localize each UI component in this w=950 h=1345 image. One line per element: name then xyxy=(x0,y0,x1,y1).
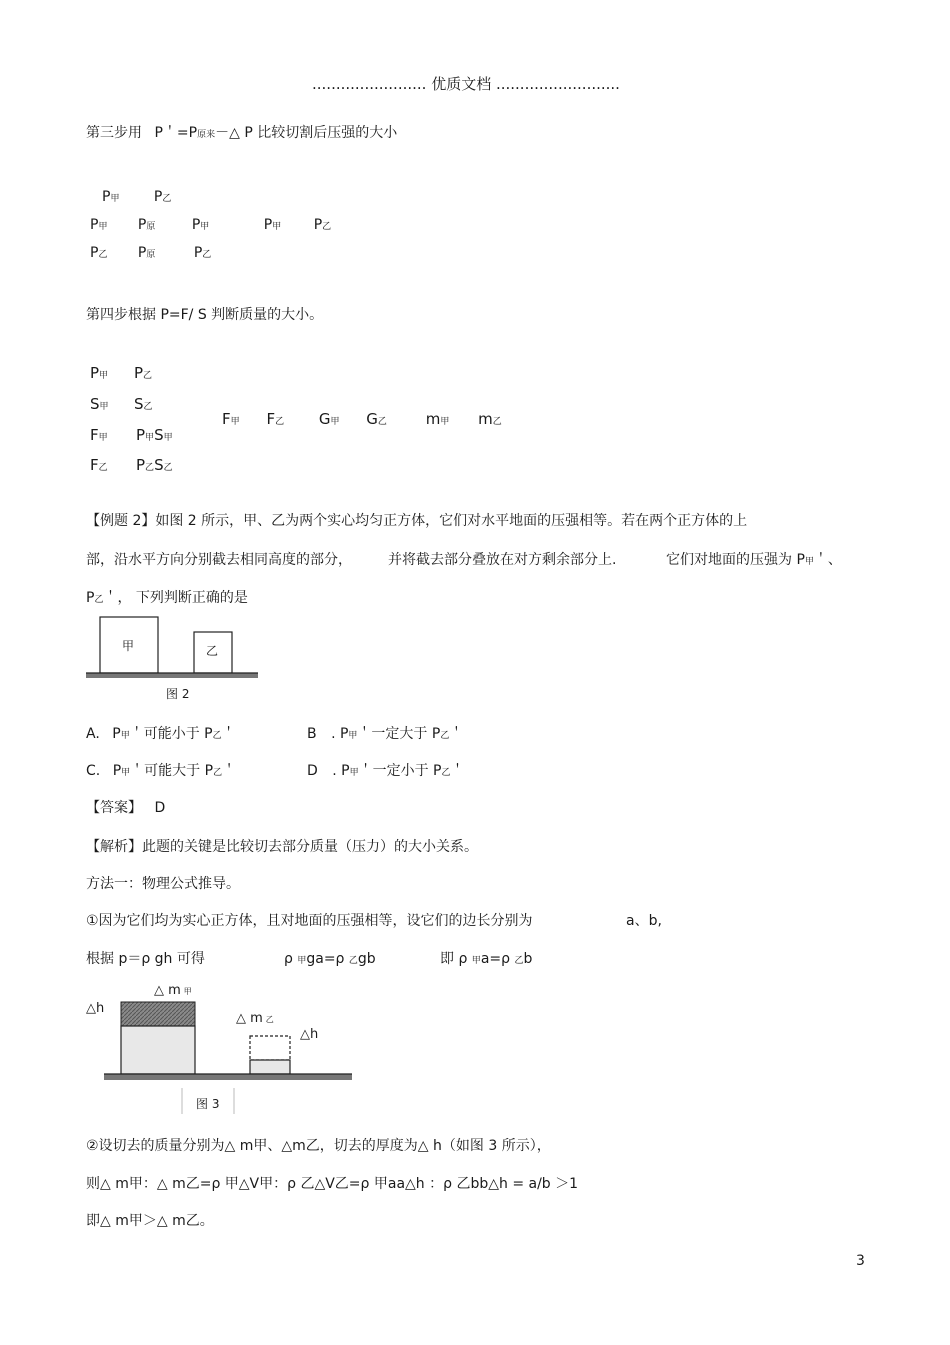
step3-grid-row3 xyxy=(90,246,211,260)
step3-formula-end: －△ P 比较切割后压强的大小 xyxy=(215,125,398,141)
step3-grid-row1 xyxy=(102,190,171,204)
step3-line xyxy=(86,126,397,140)
sym: P甲 xyxy=(90,364,109,382)
sym: F乙 xyxy=(90,456,108,474)
sym: P原 xyxy=(137,245,156,261)
example2-line3: P乙＇， 下列判断正确的是 xyxy=(86,590,248,606)
fig3-label-dm-yi: △ m 乙 xyxy=(236,1011,274,1026)
sym: F甲 xyxy=(90,426,108,444)
fig3-label-dh-left: △h xyxy=(86,1001,105,1016)
fig3-ground xyxy=(104,1074,352,1080)
sym-p-yi: P乙 xyxy=(153,189,172,205)
fig3-label-dh-right: △h xyxy=(300,1027,319,1042)
sym: P甲 xyxy=(191,217,210,233)
figure-2 xyxy=(84,612,284,702)
sym: P乙S乙 xyxy=(136,456,173,474)
sym: P乙 xyxy=(134,364,153,382)
example2-line2c: 它们对地面的压强为 P甲＇、 xyxy=(666,552,842,568)
step3-formula: P xyxy=(154,125,163,141)
fig2-label-yi: 乙 xyxy=(206,644,219,658)
fig3-box-jia xyxy=(121,1026,195,1074)
step3-sub-original: 原来 xyxy=(197,130,216,140)
fig2-ground xyxy=(86,673,258,678)
sym: S乙 xyxy=(134,395,153,413)
sym: P乙 xyxy=(193,245,212,261)
analysis-line5: ②设切去的质量分别为△ m甲、△m乙，切去的厚度为△ h（如图 3 所示）， xyxy=(86,1138,551,1154)
sym: P乙 xyxy=(90,245,108,261)
sym: m乙 xyxy=(478,410,502,428)
analysis-line4a: 根据 p＝ρ gh 可得 xyxy=(86,951,205,967)
step3-formula-mid: ＇=P xyxy=(162,125,198,141)
sym: P原 xyxy=(137,217,156,233)
figure-3 xyxy=(84,980,364,1116)
analysis-line7: 即△ m甲＞△ m乙。 xyxy=(86,1213,214,1229)
step3-prefix: 第三步用 xyxy=(86,125,142,141)
analysis-line3a: ①因为它们均为实心正方体，且对地面的压强相等，设它们的边长分别为 xyxy=(86,913,533,929)
answer-line xyxy=(86,801,165,815)
step3-grid-row2 xyxy=(90,218,331,232)
sym: F乙 xyxy=(266,410,285,428)
fig3-caption: 图 3 xyxy=(196,1097,220,1111)
fig2-label-jia: 甲 xyxy=(122,639,135,653)
answer-label: 【答案】 xyxy=(86,800,142,816)
analysis-line1: 【解析】此题的关键是比较切去部分质量（压力）的大小关系。 xyxy=(86,839,478,855)
analysis-line2: 方法一：物理公式推导。 xyxy=(86,876,240,892)
sym-p-jia: P甲 xyxy=(102,189,120,205)
page-number: 3 xyxy=(856,1253,865,1269)
page-header: ........................ 优质文档 .......................... xyxy=(312,75,620,93)
analysis-line6: 则△ m甲：△ m乙=ρ 甲△V甲：ρ 乙△V乙=ρ 甲aa△h ：ρ 乙bb△h = a/b ＞1 xyxy=(86,1176,579,1192)
fig3-box-yi xyxy=(250,1060,290,1074)
analysis-line4b: ρ 甲ga=ρ 乙gb xyxy=(284,951,376,967)
sym: G甲 xyxy=(318,410,340,428)
sym: P甲S甲 xyxy=(136,426,173,444)
sym: P乙 xyxy=(313,217,332,233)
fig3-cut-top xyxy=(121,1002,195,1026)
sym: m甲 xyxy=(425,410,450,428)
analysis-line3b: a、b, xyxy=(626,913,662,929)
fig3-box-yi-cut xyxy=(250,1036,290,1060)
fig3-label-dm-jia: △ m 甲 xyxy=(154,983,192,998)
option-c[interactable]: C. P甲＇可能大于 P乙＇ xyxy=(86,763,237,779)
example2-line2a: 部，沿水平方向分别截去相同高度的部分， xyxy=(86,552,352,568)
sym: P甲 xyxy=(90,217,108,233)
sym: S甲 xyxy=(90,395,109,413)
option-b[interactable]: B . P甲＇一定大于 P乙＇ xyxy=(307,726,464,742)
sym: P甲 xyxy=(263,217,282,233)
example2-line2b: 并将截去部分叠放在对方剩余部分上. xyxy=(388,552,617,568)
sym: G乙 xyxy=(366,410,387,428)
fig2-caption: 图 2 xyxy=(166,687,190,701)
example2-line1: 【例题 2】如图 2 所示，甲、乙为两个实心均匀正方体，它们对水平地面的压强相等。若在两个正方体的上 xyxy=(86,513,748,529)
option-a[interactable]: A. P甲＇可能小于 P乙＇ xyxy=(86,726,236,742)
step4-line: 第四步根据 P=F/ S 判断质量的大小。 xyxy=(86,307,324,323)
answer-value: D xyxy=(154,800,166,816)
analysis-line4c: 即 ρ 甲a=ρ 乙b xyxy=(440,951,533,967)
step4-grid-right xyxy=(222,412,502,427)
sym: F甲 xyxy=(222,410,240,428)
option-d[interactable]: D . P甲＇一定小于 P乙＇ xyxy=(307,763,465,779)
